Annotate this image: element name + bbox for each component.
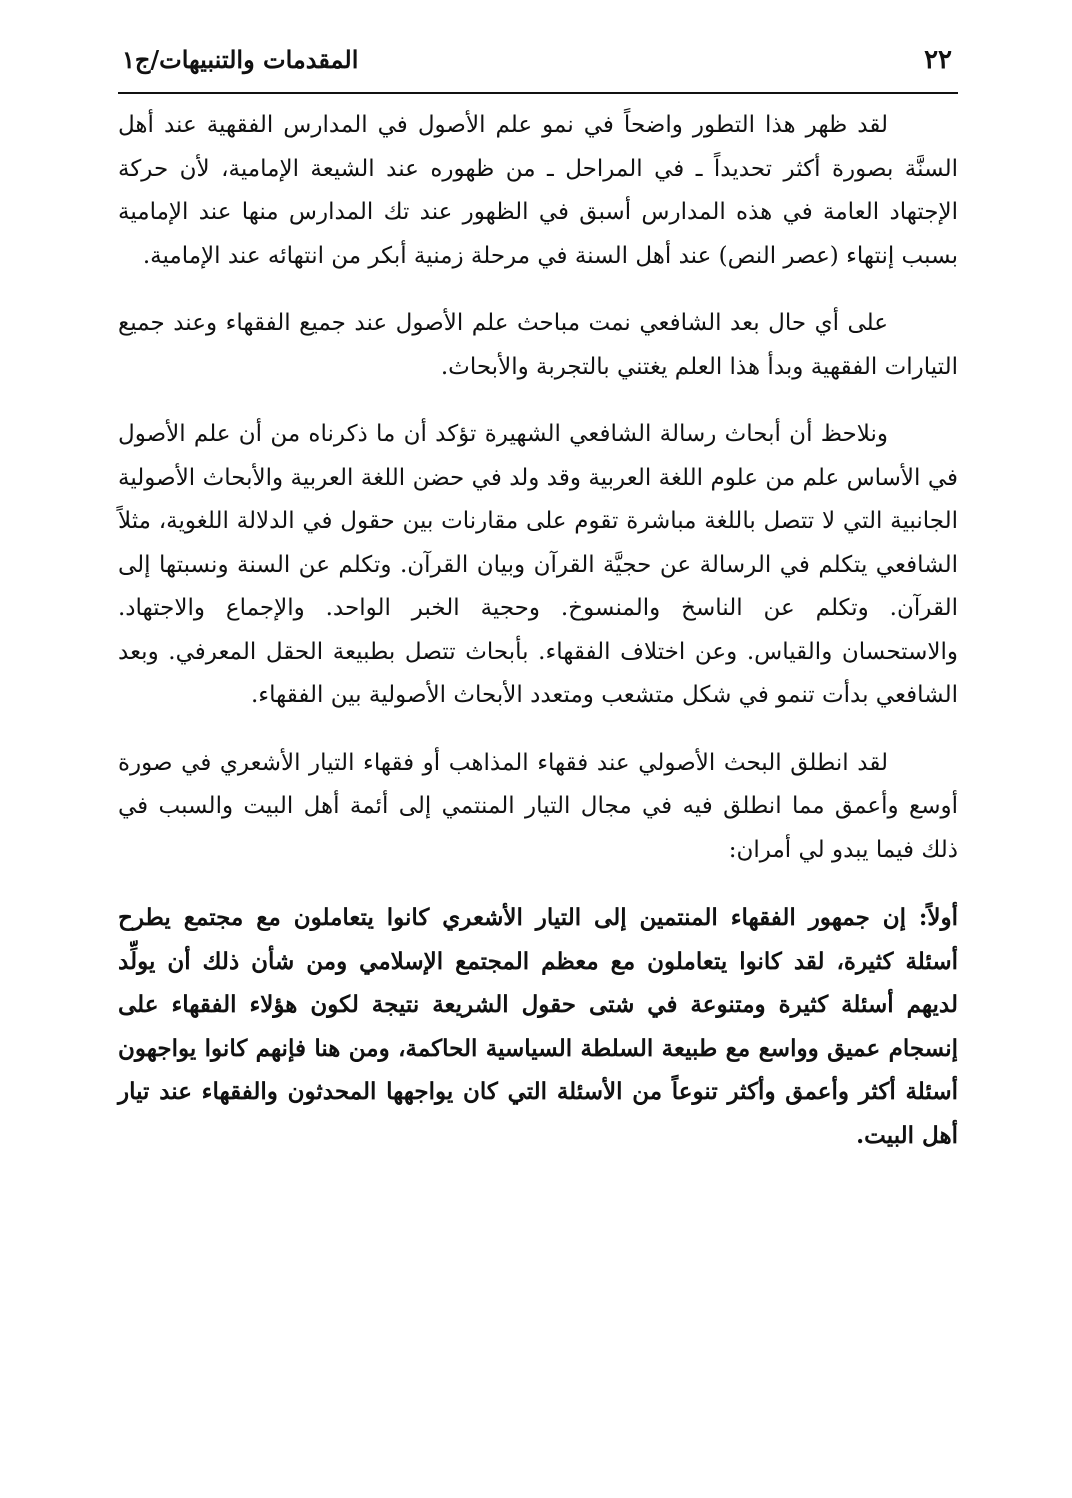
paragraph-2: على أي حال بعد الشافعي نمت مباحث علم الأصول عند جميع الفقهاء وعند جميع التيارات الفقهية وبدأ هذا العلم يغتني بالتجربة والأبحاث. [118, 310, 958, 380]
paragraph-4: لقد انطلق البحث الأصولي عند فقهاء المذاهب أو فقهاء التيار الأشعري في صورة أوسع وأعمق مما انطلق فيه في مجال التيار المنتمي إلى أئمة أهل البيت والسبب في ذلك فيما يبدو لي أمران: [118, 749, 958, 863]
body-text [118, 104, 958, 1181]
paragraph-5-text: : إن جمهور الفقهاء المنتمين إلى التيار الأشعري كانوا يتعاملون مع مجتمع يطرح أسئلة كثيرة، لقد كانوا يتعاملون مع معظم المجتمع الإسلامي ومن شأن ذلك أن يولِّد لديهم أسئلة كثيرة ومتنوعة في شتى حقول الشريعة نتيجة لكون هؤلاء الفقهاء على إنسجام عميق وواسع مع طبيعة السلطة السياسية الحاكمة، ومن هنا فإنهم كانوا يواجهون أسئلة أكثر وأعمق وأكثر تنوعاً من الأسئلة التي كان يواجهها المحدثون والفقهاء عند تيار أهل البيت. [118, 904, 958, 1149]
paragraph-5-lead: أولاً [927, 904, 958, 931]
page-number: ٢٢ [924, 45, 952, 75]
paragraph-3: ونلاحظ أن أبحاث رسالة الشافعي الشهيرة تؤكد أن ما ذكرناه من أن علم الأصول في الأساس علم من علوم اللغة العربية وقد ولد في حضن اللغة العربية والأبحاث الأصولية الجانبية التي لا تتصل باللغة مباشرة تقوم على مقارنات بين حقول في الدلالة اللغوية، مثلاً الشافعي يتكلم في الرسالة عن حجيَّة القرآن وبيان القرآن. وتكلم عن السنة ونسبتها إلى القرآن. وتكلم عن الناسخ والمنسوخ. وحجية الخبر الواحد. والإجماع والاجتهاد. والاستحسان والقياس. وعن اختلاف الفقهاء. بأبحاث تتصل بطبيعة الحقل المعرفي. وبعد الشافعي بدأت تنمو في شكل متشعب ومتعدد الأبحاث الأصولية بين الفقهاء. [118, 421, 958, 708]
running-title: المقدمات والتنبيهات/ج١ [122, 45, 359, 74]
page-header [118, 34, 958, 94]
paragraph-1: لقد ظهر هذا التطور واضحاً في نمو علم الأصول في المدارس الفقهية عند أهل السنَّة بصورة أكثر تحديداً ـ في المراحل ـ من ظهوره عند الشيعة الإمامية، لأن حركة الإجتهاد العامة في هذه المدارس أسبق في الظهور عند تك المدارس منها عند الإمامية بسبب إنتهاء (عصر النص) عند أهل السنة في مرحلة زمنية أبكر من انتهائه عند الإمامية. [118, 112, 958, 269]
paragraph-5 [118, 896, 958, 1157]
